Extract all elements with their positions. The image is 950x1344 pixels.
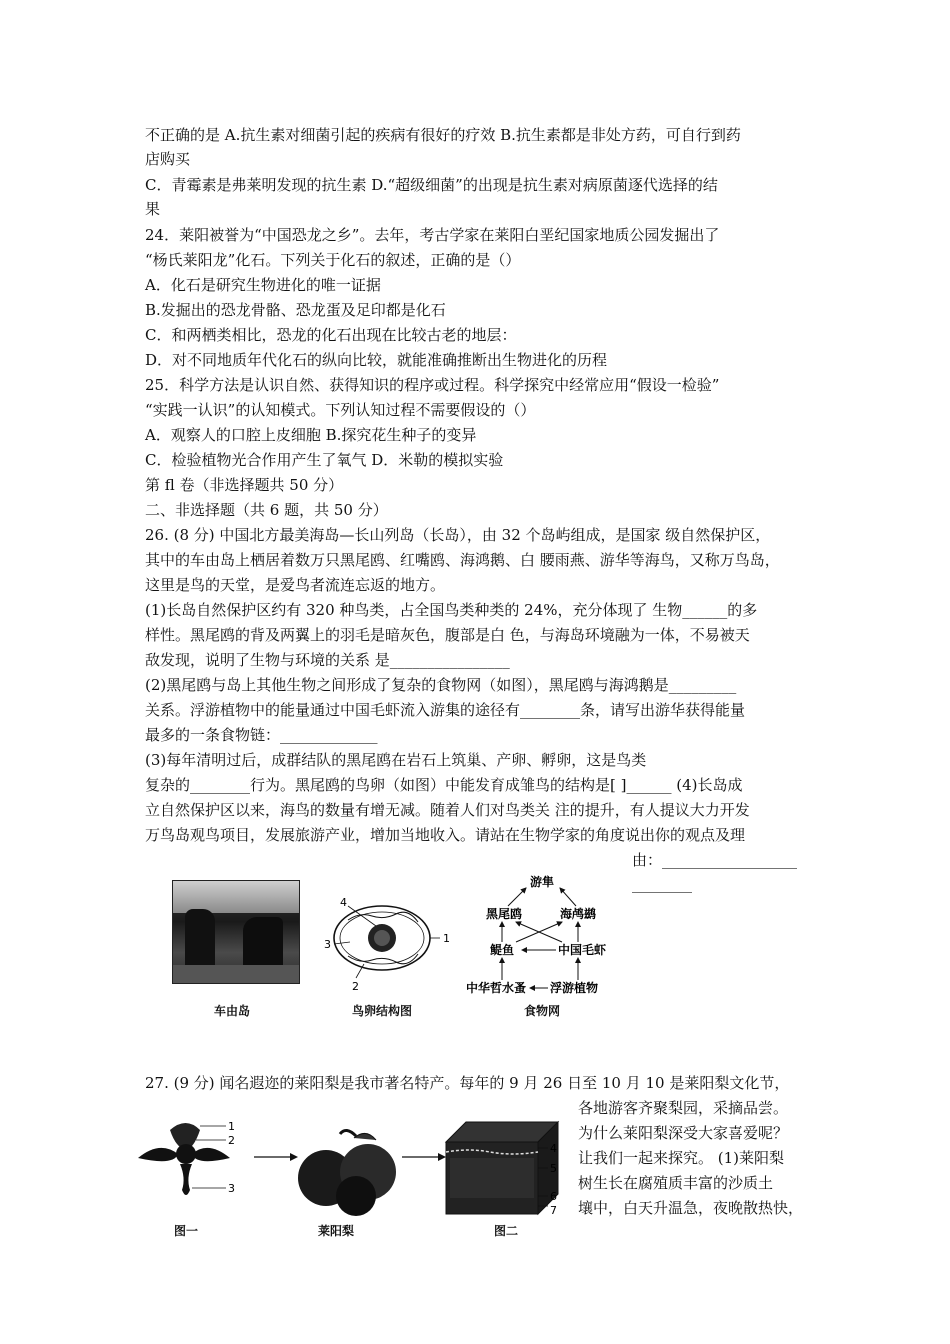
photo-caption: 车由岛 — [214, 1004, 251, 1018]
node-bottom-right: 浮游植物 — [550, 981, 599, 995]
text-line: 不正确的是 A.抗生素对细菌引起的疾病有很好的疗效 B.抗生素都是非处方药，可自行到药 — [145, 126, 741, 144]
text-line: 立自然保护区以来，海鸟的数量有增无减。随着人们对鸟类关 注的提升，有人提议大力开发 — [145, 801, 750, 819]
text-line: 由：__________________ — [632, 851, 798, 869]
option-d: D．对不同地质年代化石的纵向比较，就能准确推断出生物进化的历程 — [145, 351, 608, 369]
option-ab: A．观察人的口腔上皮细胞 B.探究花生种子的变异 — [145, 426, 477, 444]
egg-label: 3 — [324, 938, 331, 951]
section-heading: 二、非选择题（共 6 题，共 50 分） — [145, 501, 388, 519]
text-line: 这里是鸟的天堂，是爱鸟者流连忘返的地方。 — [145, 576, 446, 594]
text-line: 壤中，白天升温急，夜晚散热快， — [578, 1199, 804, 1217]
egg-label: 4 — [340, 896, 347, 909]
node-low-left: 鳀鱼 — [490, 943, 515, 957]
arrow-right-icon — [252, 1150, 300, 1164]
text-line: 样性。黑尾鸥的背及两翼上的羽毛是暗灰色，腹部是白 色，与海岛环境融为一体，不易被天 — [145, 626, 750, 644]
text-line: 各地游客齐聚梨园，采摘品尝。 — [578, 1099, 789, 1117]
option-b: B.发掘出的恐龙骨骼、恐龙蛋及足印都是化石 — [145, 301, 446, 319]
arrow-right-icon — [400, 1150, 448, 1164]
question-24: 24．莱阳被誉为“中国恐龙之乡”。去年，考古学家在莱阳白垩纪国家地质公园发掘出了 — [145, 226, 720, 244]
text-line: ________ — [632, 875, 692, 893]
island-photo — [172, 880, 300, 984]
question-25: 25．科学方法是认识自然、获得知识的程序或过程。科学探究中经常应用“假设一检验” — [145, 376, 720, 394]
text-line: 其中的车由岛上栖居着数万只黑尾鸥、红嘴鸥、海鸿鹅、白 腰雨燕、游华等海鸟，又称万鸟岛， — [145, 551, 780, 569]
question-26: 26. (8 分) 中国北方最美海岛—长山列岛（长岛），由 32 个岛屿组成，是国家 级自然保护区， — [145, 526, 771, 544]
text-line: 复杂的________行为。黑尾鸥的鸟卵（如图）中能发育成雏鸟的结构是[ ]______ (4)长岛成 — [145, 776, 743, 794]
node-low-right: 中国毛虾 — [558, 943, 607, 957]
text-line: “杨氏莱阳龙”化石。下列关于化石的叙述，正确的是（） — [145, 251, 521, 269]
flower-label: 3 — [228, 1182, 235, 1195]
text-line: 树生长在腐殖质丰富的沙质土 — [578, 1174, 774, 1192]
node-top: 游隼 — [530, 875, 555, 889]
text-line: 店购买 — [145, 150, 191, 168]
flower-label: 1 — [228, 1120, 235, 1133]
text-line: (3)每年清明过后，成群结队的黑尾鸥在岩石上筑巢、产卵、孵卵，这是鸟类 — [145, 751, 647, 769]
question-27: 27. (9 分) 闻名遐迩的莱阳梨是我市著名特产。每年的 9 月 26 日至 10 月 10 是莱阳梨文化节， — [145, 1074, 790, 1092]
text-line: 让我们一起来探究。 (1)莱阳梨 — [578, 1149, 785, 1167]
text-line: (2)黑尾鸥与岛上其他生物之间形成了复杂的食物网（如图），黑尾鸥与海鸿鹅是_________ — [145, 676, 737, 694]
pear-fruit-image — [296, 1122, 400, 1218]
text-line: 关系。浮游植物中的能量通过中国毛虾流入游集的途径有________条，请写出游华获得能量 — [145, 701, 746, 719]
egg-label: 2 — [352, 980, 359, 993]
text-line: (1)长岛自然保护区约有 320 种鸟类，占全国鸟类种类的 24%，充分体现了 生物______的多 — [145, 601, 758, 619]
text-line: 最多的一条食物链：_____________ — [145, 726, 378, 744]
tissue-label: 4 — [550, 1142, 557, 1155]
flower-caption: 图一 — [174, 1224, 199, 1238]
node-mid-right: 海鸬鹚 — [560, 907, 597, 921]
section-title: 第 fl 卷（非选择题共 50 分） — [145, 476, 344, 494]
pear-flower-diagram — [134, 1118, 244, 1218]
tissue-label: 7 — [550, 1204, 557, 1217]
text-line: 为什么莱阳梨深受大家喜爱呢？ — [578, 1124, 789, 1142]
node-bottom-left: 中华哲水蚤 — [466, 981, 527, 995]
food-web-diagram — [464, 868, 614, 998]
text-line: “实践一认识”的认知模式。下列认知过程不需要假设的（） — [145, 401, 536, 419]
leaf-tissue-diagram — [442, 1118, 566, 1218]
bird-egg-diagram — [320, 890, 460, 1000]
node-mid-left: 黑尾鸥 — [486, 907, 523, 921]
tissue-caption: 图二 — [494, 1224, 519, 1238]
text-line: C．青霉素是弗莱明发现的抗生素 D.“超级细菌”的出现是抗生素对病原菌逐代选择的结 — [145, 176, 718, 194]
flower-label: 2 — [228, 1134, 235, 1147]
tissue-label: 6 — [550, 1190, 557, 1203]
tissue-label: 5 — [550, 1162, 557, 1175]
text-line: 果 — [145, 200, 161, 218]
option-cd: C．检验植物光合作用产生了氧气 D．米勒的模拟实验 — [145, 451, 504, 469]
foodweb-caption: 食物网 — [524, 1004, 561, 1018]
pear-caption: 莱阳梨 — [318, 1224, 355, 1238]
text-line: 万鸟岛观鸟项目，发展旅游产业，增加当地收入。请站在生物学家的角度说出你的观点及理 — [145, 826, 746, 844]
text-line: 敌发现，说明了生物与环境的关系 是________________ — [145, 651, 510, 669]
option-c: C．和两栖类相比，恐龙的化石出现在比较古老的地层： — [145, 326, 517, 344]
egg-caption: 鸟卵结构图 — [352, 1004, 413, 1018]
egg-label: 1 — [443, 932, 450, 945]
option-a: A．化石是研究生物进化的唯一证据 — [145, 276, 381, 294]
